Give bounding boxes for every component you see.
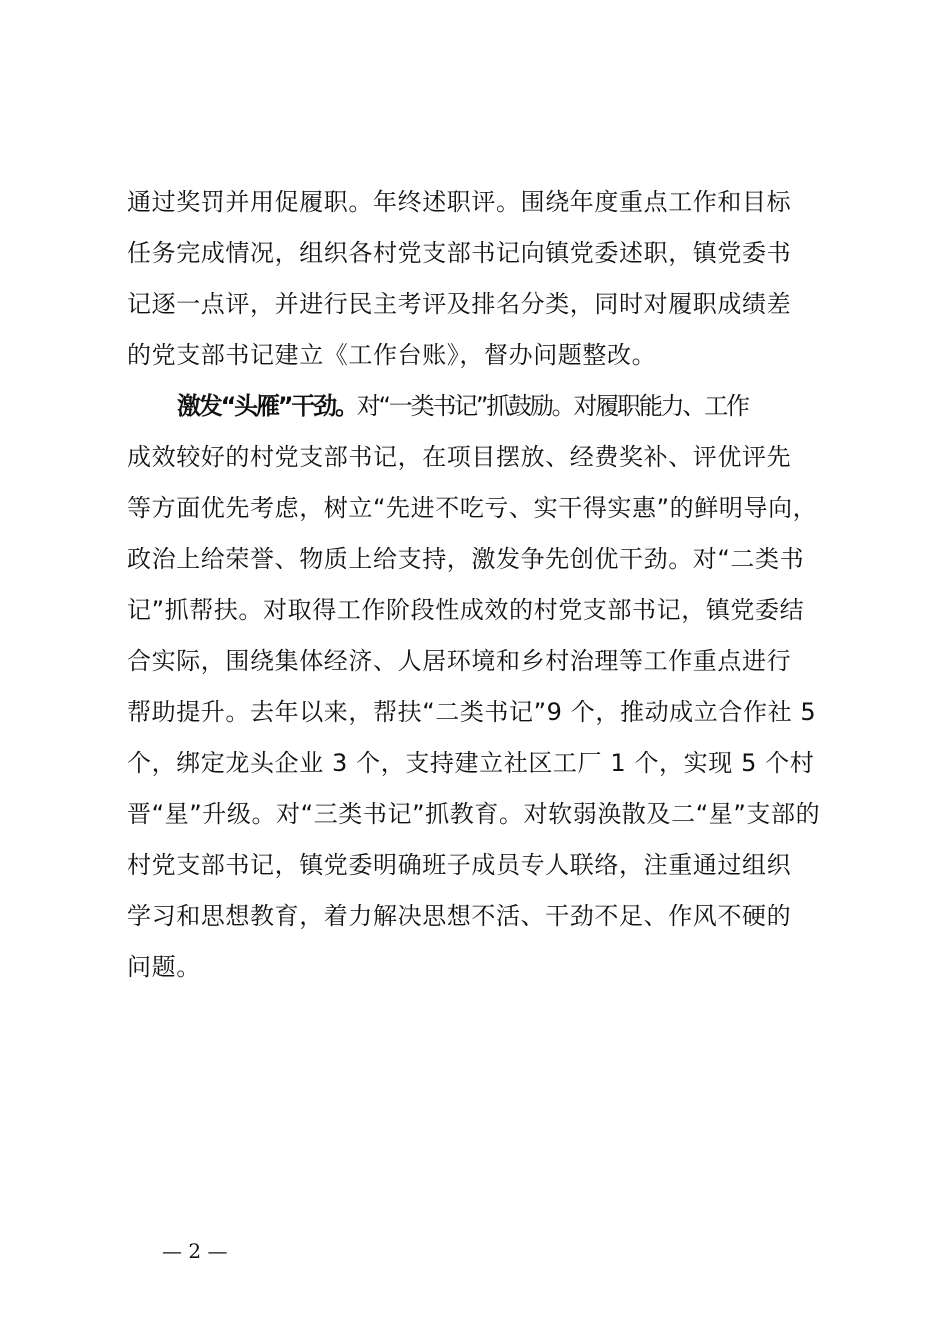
paragraph-line: 晋“星”升级。对“三类书记”抓教育。对软弱涣散及二“星”支部的 [127,800,821,828]
paragraph-line: 记”抓帮扶。对取得工作阶段性成效的村党支部书记，镇党委结 [127,596,805,624]
paragraph-line: 问题。 [127,953,201,981]
paragraph-text: 对“一类书记”抓鼓励。对履职能力、工作 [356,392,748,420]
paragraph-first-line [177,391,917,421]
paragraph-line: 通过奖罚并用促履职。年终述职评。围绕年度重点工作和目标 [127,188,792,216]
paragraph-line: 学习和思想教育，着力解决思想不活、干劲不足、作风不硬的 [127,902,792,930]
paragraph-line: 成效较好的村党支部书记，在项目摆放、经费奖补、评优评先 [127,443,792,471]
section-heading: 激发“头雁”干劲。 [177,392,357,420]
paragraph-line: 记逐一点评，并进行民主考评及排名分类，同时对履职成绩差 [127,290,792,318]
paragraph-line: 村党支部书记，镇党委明确班子成员专人联络，注重通过组织 [127,851,792,879]
paragraph-line: 等方面优先考虑，树立“先进不吃亏、实干得实惠”的鲜明导向， [127,494,818,522]
paragraph-line: 任务完成情况，组织各村党支部书记向镇党委述职，镇党委书 [127,239,792,267]
paragraph-line: 合实际，围绕集体经济、人居环境和乡村治理等工作重点进行 [127,647,792,675]
paragraph-line: 政治上给荣誉、物质上给支持，激发争先创优干劲。对“二类书 [127,545,805,573]
paragraph-line: 的党支部书记建立《工作台账》，督办问题整改。 [127,341,657,369]
paragraph-line: 帮助提升。去年以来，帮扶“二类书记”9 个，推动成立合作社 5 [127,698,817,726]
paragraph-line: 个，绑定龙头企业 3 个，支持建立社区工厂 1 个，实现 5 个村 [127,749,815,777]
page-number: — 2 — [162,1239,228,1263]
